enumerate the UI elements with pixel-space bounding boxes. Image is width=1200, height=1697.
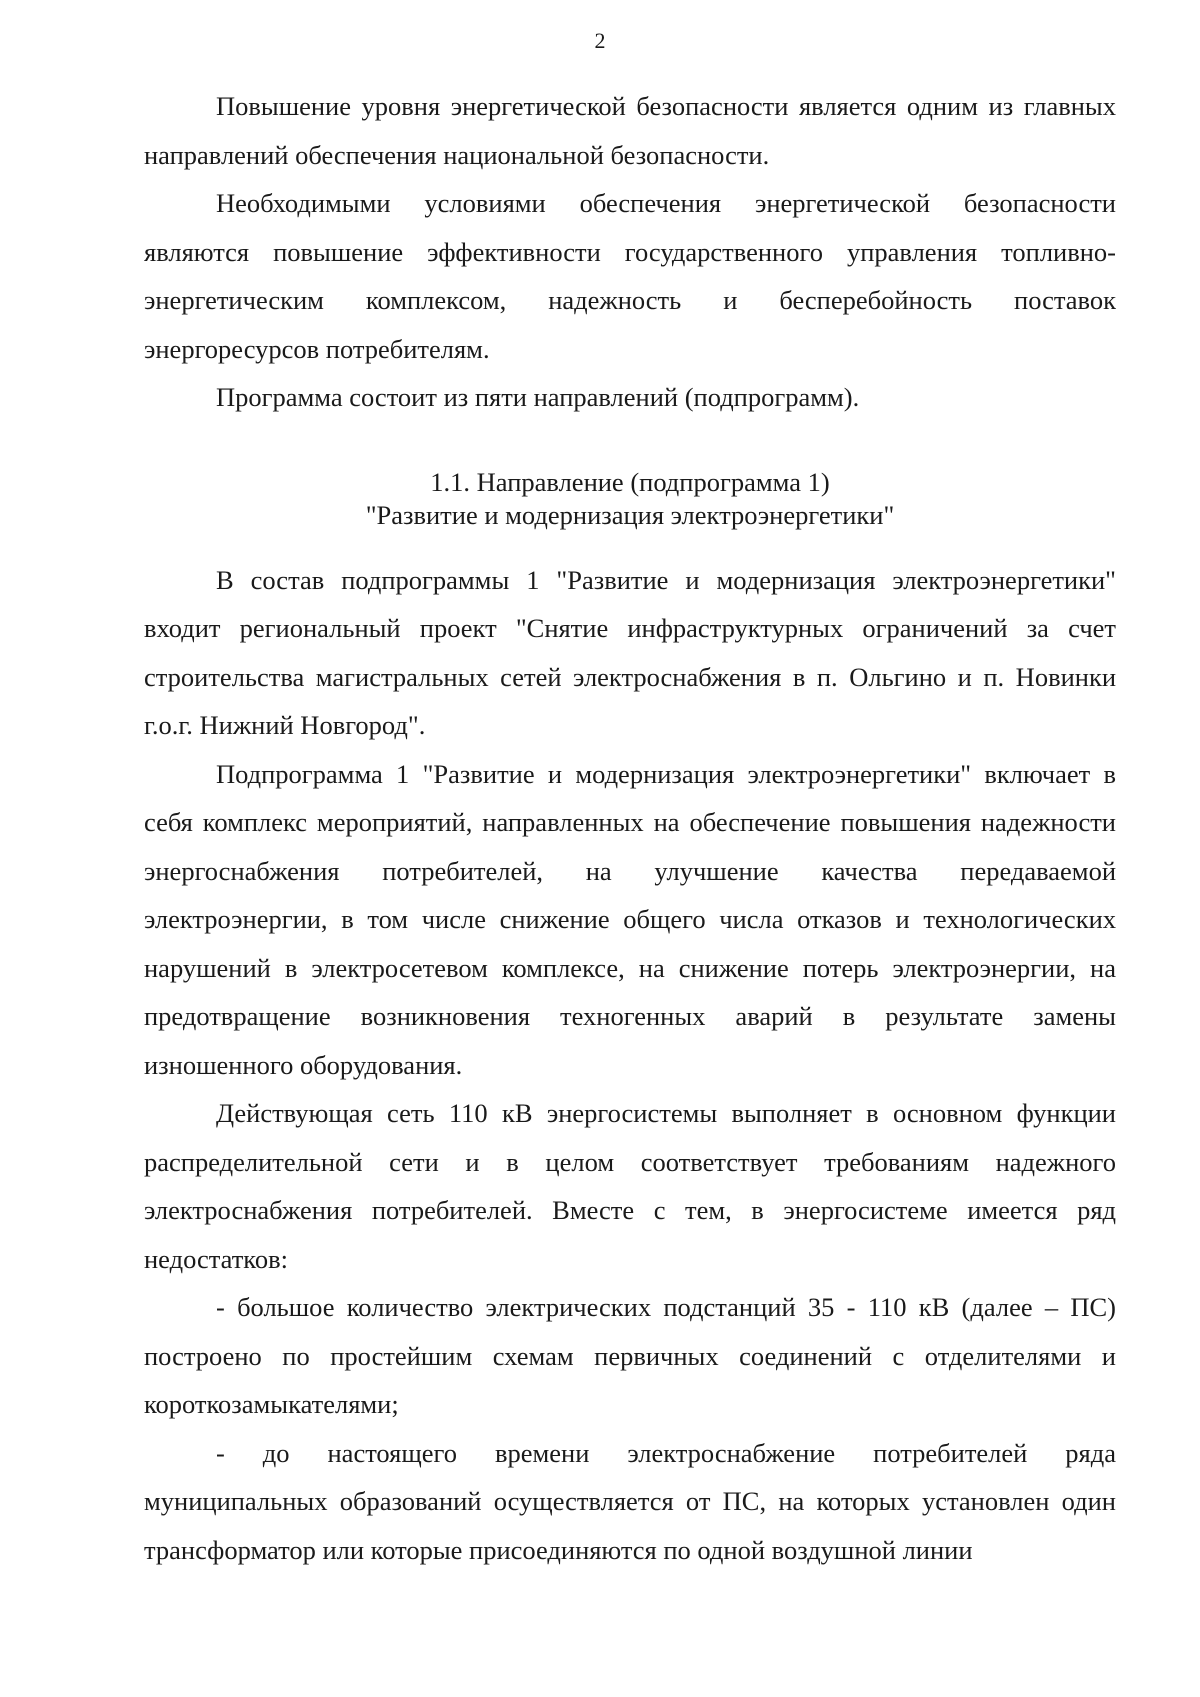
paragraph-energy-security: Повышение уровня энергетической безопасности является одним из главных направлений обеспечения национальной безопасности. — [144, 91, 1116, 170]
section-heading-number: 1.1. Направление (подпрограмма 1) — [430, 466, 830, 497]
paragraph-program-structure: Программа состоит из пяти направлений (подпрограмм). — [216, 382, 860, 412]
section-heading-title: "Развитие и модернизация электроэнергетики" — [365, 499, 895, 530]
page-number: 2 — [594, 28, 606, 53]
document-body — [144, 82, 1116, 1574]
list-item-single-transformer: - до настоящего времени электроснабжение потребителей ряда муниципальных образований осуществляется от ПС, на которых установлен один трансформатор или которые присоединяются по одной воздушной линии — [144, 1437, 1116, 1565]
paragraph-subprogram-measures: Подпрограмма 1 "Развитие и модернизация электроэнергетики" включает в себя комплекс мероприятий, направленных на обеспечение повышения надежности энергоснабжения потребителей, на улучшение качества передаваемой электроэнергии, в том числе снижение общего числа отказов и технологических нарушений в электросетевом комплексе, на снижение потерь электроэнергии, на предотвращение возникновения техногенных аварий в результате замены изношенного оборудования. — [144, 758, 1116, 1080]
paragraph-conditions: Необходимыми условиями обеспечения энергетической безопасности являются повышение эффективности государственного управления топливно-энергетическим комплексом, надежность и бесперебойность поставок энергоресурсов потребителям. — [144, 188, 1116, 364]
paragraph-regional-project: В состав подпрограммы 1 "Развитие и модернизация электроэнергетики" входит региональный проект "Снятие инфраструктурных ограничений за счет строительства магистральных сетей электроснабжения в п. Ольгино и п. Новинки г.о.г. Нижний Новгород". — [144, 564, 1116, 740]
list-item-substations: - большое количество электрических подстанций 35 - 110 кВ (далее – ПС) построено по простейшим схемам первичных соединений с отделителями и короткозамыкателями; — [144, 1292, 1116, 1419]
paragraph-network-110kv: Действующая сеть 110 кВ энергосистемы выполняет в основном функции распределительной сети и в целом соответствует требованиям надежного электроснабжения потребителей. Вместе с тем, в энергосистеме имеется ряд недостатков: — [144, 1098, 1116, 1274]
section-heading — [144, 466, 1116, 532]
